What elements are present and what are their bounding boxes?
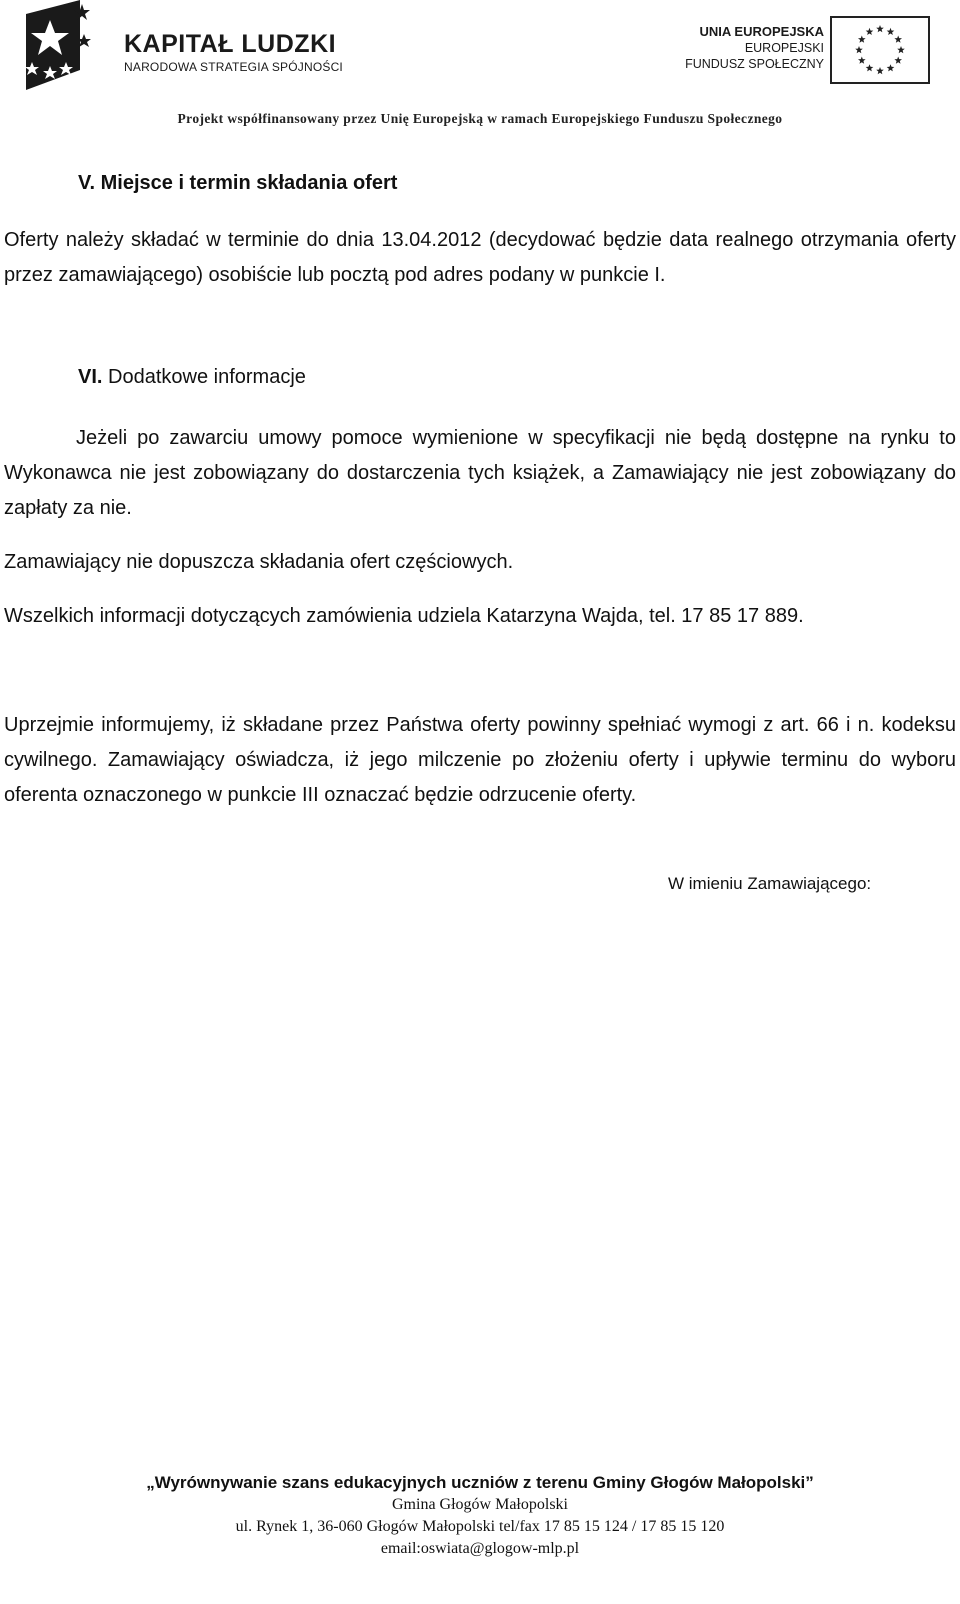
kapital-ludzki-subtitle: NARODOWA STRATEGIA SPÓJNOŚCI <box>124 60 343 74</box>
signature-label: W imieniu Zamawiającego: <box>668 874 872 893</box>
kapital-ludzki-emblem-icon <box>20 0 104 96</box>
section-6-paragraph-1 <box>4 421 956 526</box>
section-6-heading-text: Dodatkowe informacje <box>108 366 306 388</box>
eu-logo-text <box>685 24 824 72</box>
section-6-heading <box>78 366 306 389</box>
eu-logo-line3: FUNDUSZ SPOŁECZNY <box>685 57 824 71</box>
section-6-paragraph-1-text: Jeżeli po zawarciu umowy pomoce wymienione w specyfikacji nie będą dostępne na rynku to Wykonawca nie jest zobowiązany do dostarczenia tych książek, a Zamawiający nie jest zobowiązany do zapłaty za nie. <box>4 427 956 519</box>
section-6-paragraph-4: Uprzejmie informujemy, iż składane przez Państwa oferty powinny spełniać wymogi z art. 66 i n. kodeksu cywilnego. Zamawiający oświadcza, iż jego milczenie po złożeniu oferty i upływie terminu do wyboru oferenta oznaczonego w punkcie III oznaczać będzie odrzucenie oferty. <box>4 714 956 806</box>
section-5-heading: V. Miejsce i termin składania ofert <box>78 172 398 194</box>
footer-email: email:oswiata@glogow-mlp.pl <box>380 1540 580 1557</box>
section-6-paragraph-3: Wszelkich informacji dotyczących zamówienia udziela Katarzyna Wajda, tel. 17 85 17 889. <box>4 605 804 627</box>
eu-logo-line2: EUROPEJSKI <box>744 41 824 55</box>
footer-organization: Gmina Głogów Małopolski <box>392 1496 568 1513</box>
footer-project-title: „Wyrównywanie szans edukacyjnych uczniów z terenu Gminy Głogów Małopolski” <box>146 1473 814 1492</box>
kapital-ludzki-logo <box>20 0 343 96</box>
section-6-heading-number: VI. <box>78 366 103 388</box>
project-cofinancing-line: Projekt współfinansowany przez Unię Europejską w ramach Europejskiego Funduszu Społecznego <box>177 111 783 126</box>
footer <box>0 1472 960 1560</box>
kapital-ludzki-title: KAPITAŁ LUDZKI <box>124 30 337 58</box>
eu-flag-icon <box>830 16 930 84</box>
section-6-paragraph-2: Zamawiający nie dopuszcza składania ofert częściowych. <box>4 551 514 573</box>
section-5-text: Oferty należy składać w terminie do dnia 13.04.2012 (decydować będzie data realnego otrzymania oferty przez zamawiającego) osobiście lub pocztą pod adres podany w punkcie I. <box>4 229 956 286</box>
footer-address: ul. Rynek 1, 36-060 Głogów Małopolski tel/fax 17 85 15 124 / 17 85 15 120 <box>235 1518 725 1535</box>
eu-logo-line1: UNIA EUROPEJSKA <box>699 24 824 39</box>
